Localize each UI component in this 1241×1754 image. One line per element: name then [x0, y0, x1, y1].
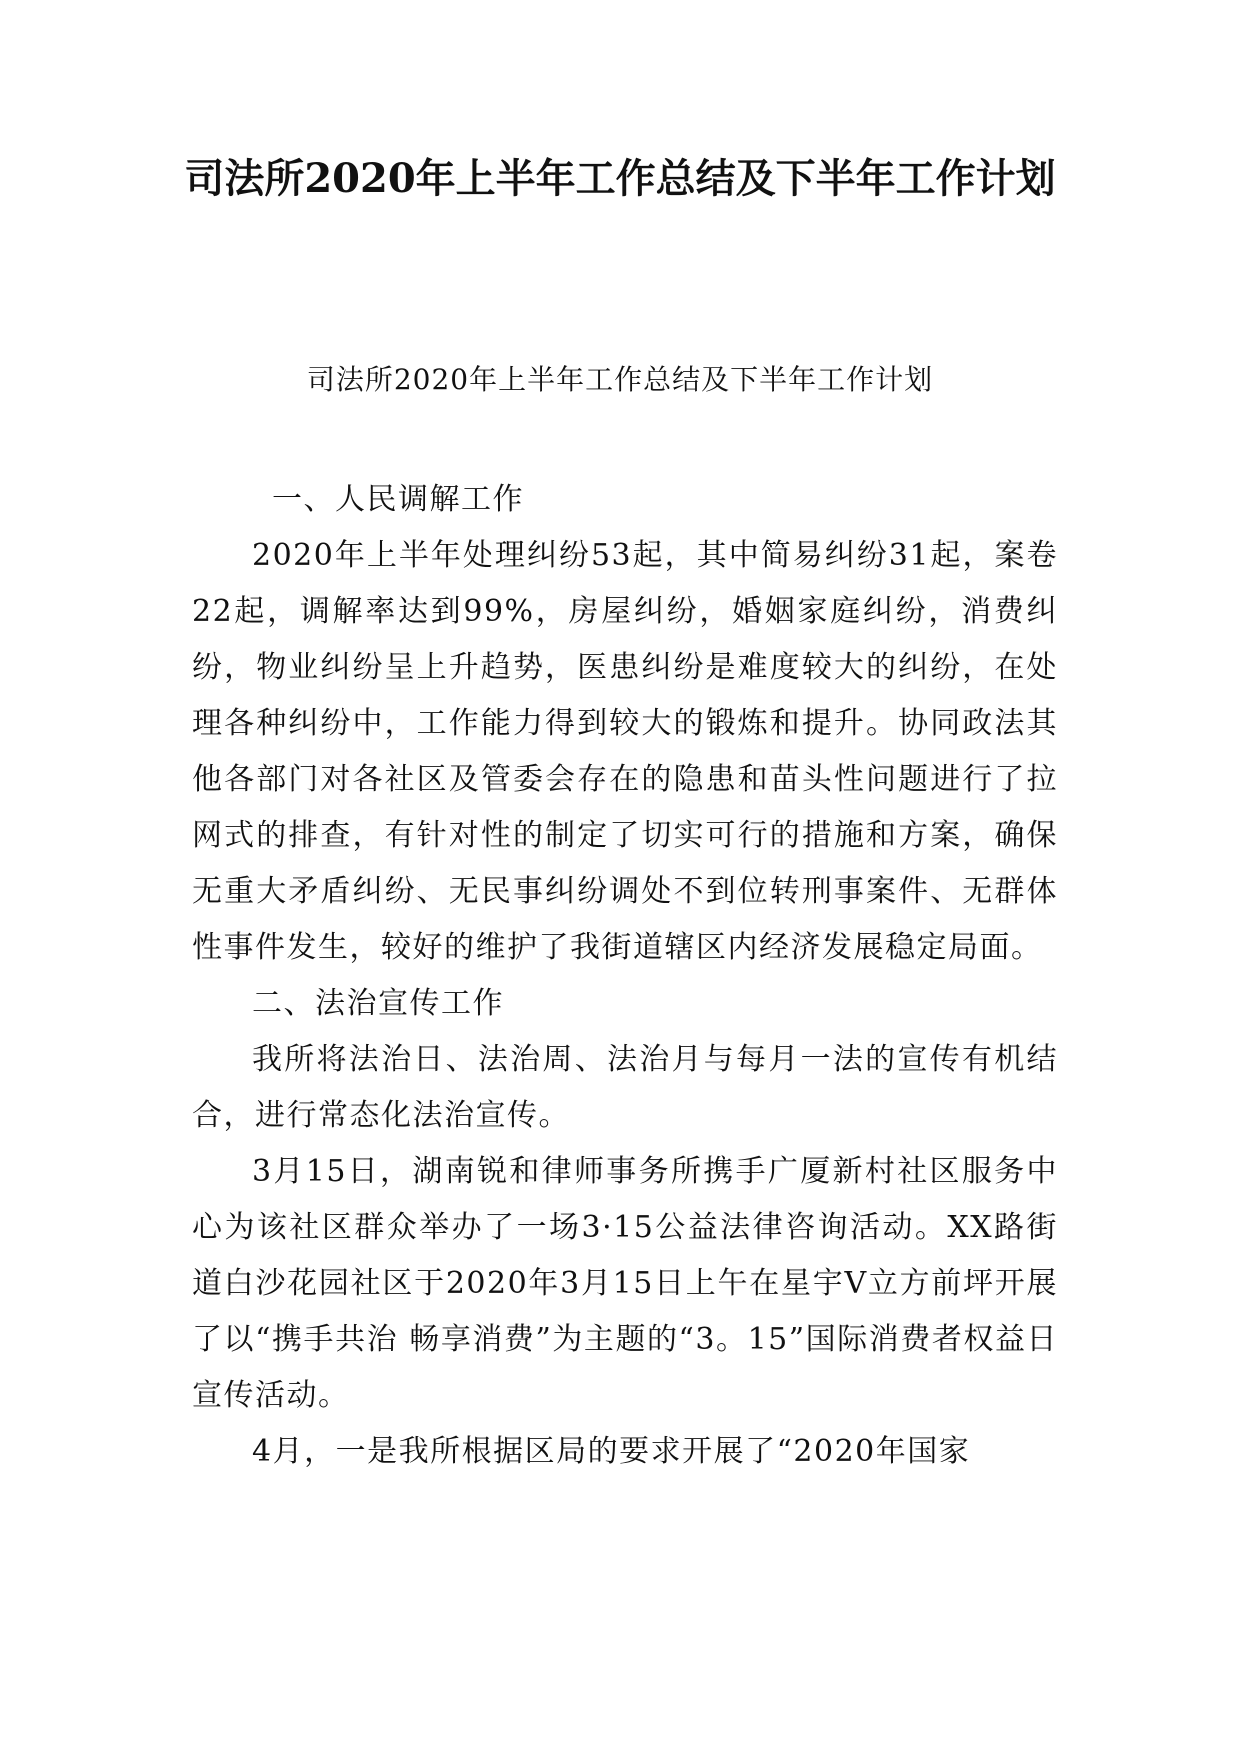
paragraph-march-15: 3月15日，湖南锐和律师事务所携手广厦新村社区服务中心为该社区群众举办了一场3·15公益法律咨询活动。XX路街道白沙花园社区于2020年3月15日上午在星宇V立方前坪开展了以“携手共治 畅享消费”为主题的“3。15”国际消费者权益日宣传活动。 — [192, 1154, 1058, 1413]
document-subtitle: 司法所2020年上半年工作总结及下半年工作计划 — [306, 363, 934, 396]
paragraph-april: 4月，一是我所根据区局的要求开展了“2020年国家 — [252, 1434, 971, 1469]
section-heading-mediation: 一、人民调解工作 — [272, 482, 524, 517]
paragraph-publicity-intro: 我所将法治日、法治周、法治月与每月一法的宣传有机结合，进行常态化法治宣传。 — [192, 1042, 1058, 1133]
section-heading-legal-publicity: 二、法治宣传工作 — [252, 986, 504, 1021]
paragraph-mediation: 2020年上半年处理纠纷53起，其中简易纠纷31起，案卷22起，调解率达到99%，房屋纠纷，婚姻家庭纠纷，消费纠纷，物业纠纷呈上升趋势，医患纠纷是难度较大的纠纷，在处理各种纠纷中，工作能力得到较大的锻炼和提升。协同政法其他各部门对各社区及管委会存在的隐患和苗头性问题进行了拉网式的排查，有针对性的制定了切实可行的措施和方案，确保无重大矛盾纠纷、无民事纠纷调处不到位转刑事案件、无群体性事件发生，较好的维护了我街道辖区内经济发展稳定局面。 — [192, 538, 1058, 965]
document-body — [192, 472, 1058, 1480]
document-title: 司法所2020年上半年工作总结及下半年工作计划 — [184, 155, 1056, 202]
